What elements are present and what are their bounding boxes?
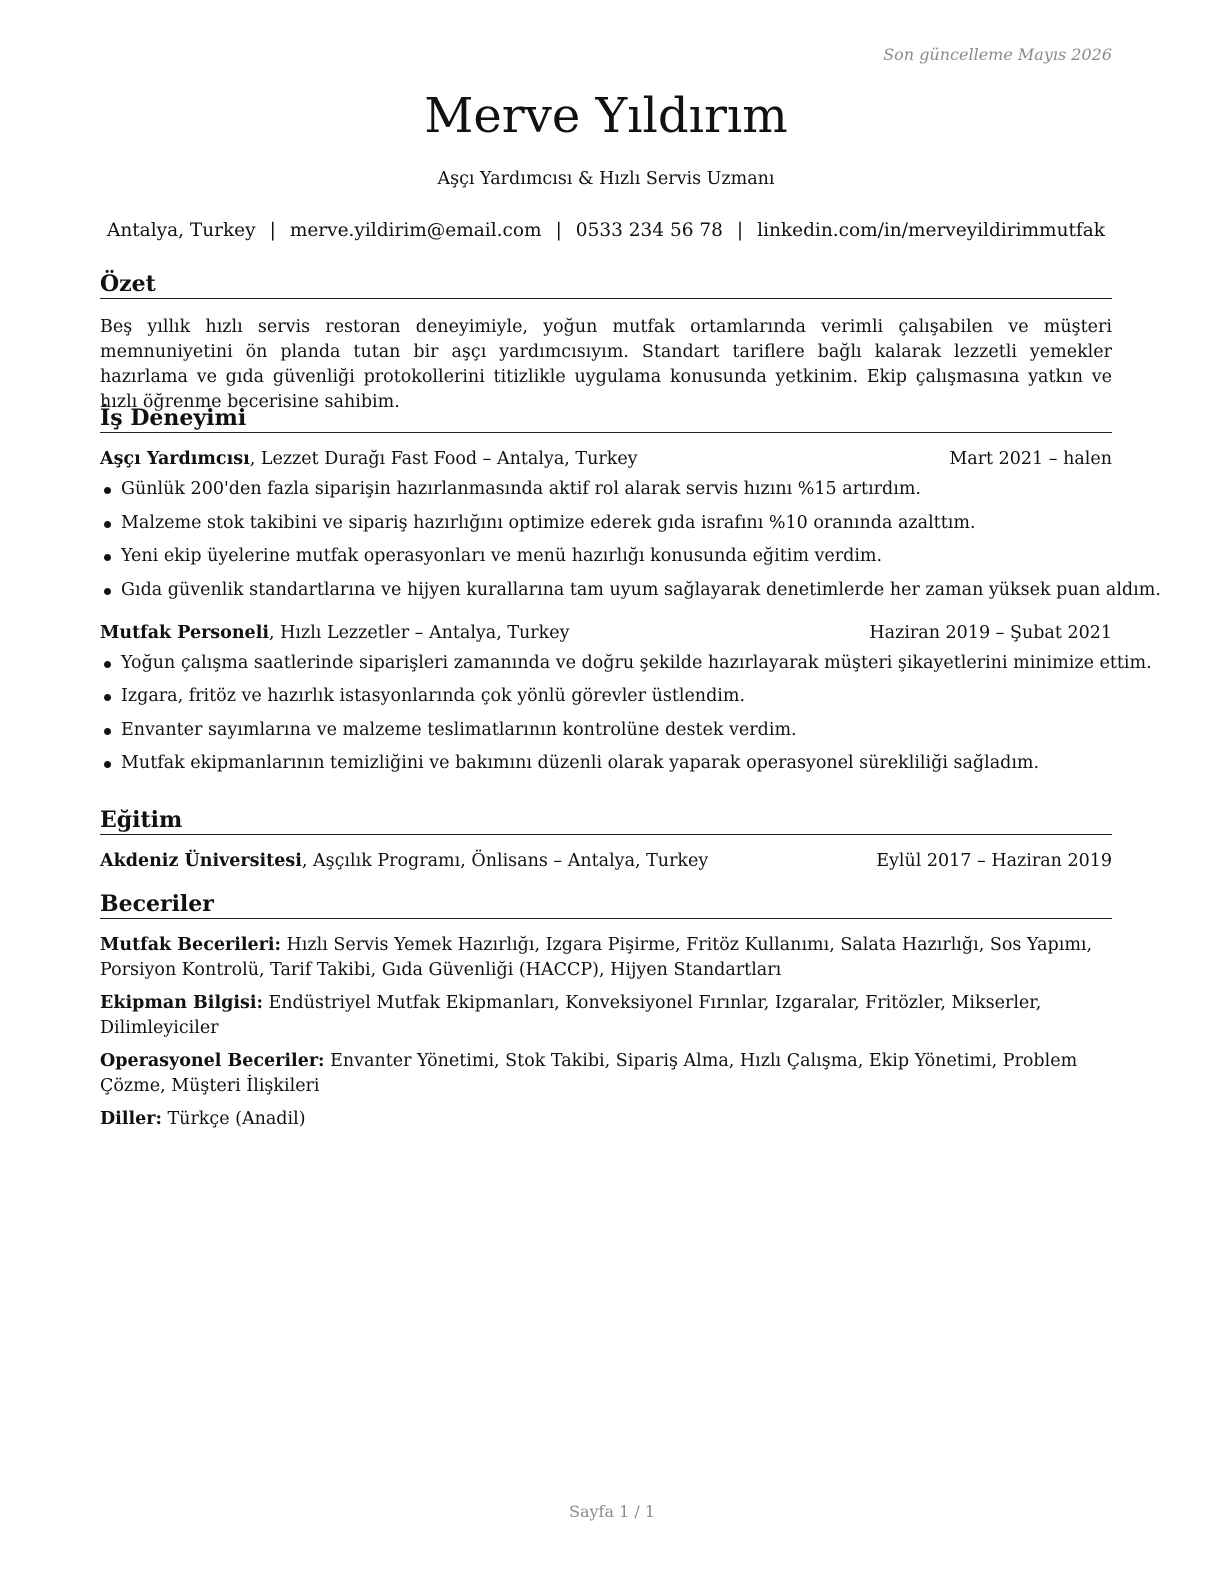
job-role: Aşçı Yardımcısı (100, 449, 250, 469)
education-entry (100, 849, 1112, 873)
skill-label: Diller: (100, 1109, 162, 1129)
skill-label: Operasyonel Beceriler: (100, 1051, 325, 1071)
bullet-item (100, 718, 1112, 742)
bullet-icon (104, 588, 111, 595)
section-title-education: Eğitim (100, 806, 1112, 835)
section-title-skills: Beceriler (100, 890, 1112, 919)
skill-group (100, 933, 1112, 983)
bullet-icon (104, 694, 111, 701)
skill-group (100, 1107, 1112, 1132)
school-name: Akdeniz Üniversitesi (100, 851, 302, 871)
contact-linkedin[interactable]: linkedin.com/in/merveyildirimmutfak (757, 220, 1106, 241)
skill-group (100, 1049, 1112, 1099)
bullet-icon (104, 554, 111, 561)
bullet-icon (104, 661, 111, 668)
bullet-item (100, 684, 1112, 708)
skill-group (100, 991, 1112, 1041)
bullet-icon (104, 761, 111, 768)
candidate-title: Aşçı Yardımcısı & Hızlı Servis Uzmanı (437, 169, 775, 189)
bullet-icon (104, 728, 111, 735)
resume-page (100, 0, 1161, 1584)
contact-location: Antalya, Turkey (106, 220, 256, 241)
school-detail: , Aşçılık Programı, Önlisans – Antalya, Turkey (301, 851, 709, 871)
bullet-item (100, 511, 1112, 535)
bullet-text: Yoğun çalışma saatlerinde siparişleri zamanında ve doğru şekilde hazırlayarak müşteri şikayetlerini minimize ettim. (121, 652, 1152, 673)
skill-values: Envanter Yönetimi, Stok Takibi, Sipariş Alma, Hızlı Çalışma, Ekip Yönetimi, Problem Çözme, Müşteri İlişkileri (100, 1051, 1078, 1096)
bullet-text: Envanter sayımlarına ve malzeme teslimatlarının kontrolüne destek verdim. (121, 719, 797, 740)
contact-separator: | (736, 220, 744, 241)
section-title-summary: Özet (100, 270, 1112, 299)
bullet-item (100, 544, 1112, 568)
bullet-text: Mutfak ekipmanlarının temizliğini ve bakımını düzenli olarak yaparak operasyonel sürekliliği sağladım. (121, 753, 1040, 773)
contact-line (100, 219, 1112, 243)
education-section (100, 806, 1112, 873)
bullet-item (100, 651, 1152, 675)
job-org: , Hızlı Lezzetler – Antalya, Turkey (268, 622, 570, 643)
bullet-text: Yeni ekip üyelerine mutfak operasyonları ve menü hazırlığı konusunda eğitim verdim. (121, 546, 883, 566)
bullet-item (100, 751, 1112, 775)
contact-separator: | (269, 220, 276, 241)
contact-email[interactable]: merve.yildirim@email.com (289, 220, 542, 241)
job-org: , Lezzet Durağı Fast Food – Antalya, Turkey (249, 449, 638, 469)
bullet-item (100, 477, 1112, 501)
bullet-text: Gıda güvenlik standartlarına ve hijyen kurallarına tam uyum sağlayarak denetimlerde her zaman yüksek puan aldım. (121, 579, 1161, 600)
bullet-icon (104, 521, 111, 528)
job-dates: Haziran 2019 – Şubat 2021 (869, 622, 1112, 643)
education-dates: Eylül 2017 – Haziran 2019 (876, 851, 1112, 871)
job-entry (100, 621, 1152, 776)
job-bullets (100, 651, 1152, 776)
bullet-item (100, 578, 1161, 602)
last-updated: Son güncelleme Mayıs 2026 (883, 45, 1112, 64)
skill-values: Endüstriyel Mutfak Ekipmanları, Konveksiyonel Fırınlar, Izgaralar, Fritözler, Mikserler, Dilimleyiciler (100, 993, 1042, 1038)
summary-text: Beş yıllık hızlı servis restoran deneyimiyle, yoğun mutfak ortamlarında verimli çalışabilen ve müşteri memnuniyetini ön planda tutan bir aşçı yardımcısıyım. Standart tariflere bağlı kalarak lezzetli yemekler hazırlama ve gıda güvenliği protokollerini titizlikle uygulama konusunda yetkinim. Ekip çalışmasına yatkın ve hızlı öğrenme becerisine sahibim. (100, 317, 1112, 412)
contact-separator: | (555, 220, 562, 241)
skills-section (100, 890, 1112, 1140)
job-role: Mutfak Personeli (100, 622, 269, 643)
bullet-icon (104, 487, 111, 494)
job-header (100, 447, 1112, 471)
summary-section (100, 270, 1112, 415)
skill-label: Mutfak Becerileri: (100, 935, 281, 955)
skill-values: Hızlı Servis Yemek Hazırlığı, Izgara Pişirme, Fritöz Kullanımı, Salata Hazırlığı, Sos Yapımı, Porsiyon Kontrolü, Tarif Takibi, Gıda Güvenliği (HACCP), Hijyen Standartları (100, 935, 1093, 980)
contact-phone: 0533 234 56 78 (575, 220, 723, 241)
bullet-text: Izgara, fritöz ve hazırlık istasyonlarında çok yönlü görevler üstlendim. (121, 686, 746, 706)
bullet-text: Günlük 200'den fazla siparişin hazırlanmasında aktif rol alarak servis hızını %15 artırdım. (121, 479, 921, 499)
job-entry (100, 447, 1161, 602)
job-header (100, 621, 1112, 645)
skills-list (100, 933, 1112, 1132)
section-title-experience: İş Deneyimi (100, 404, 1112, 433)
bullet-text: Malzeme stok takibini ve sipariş hazırlığını optimize ederek gıda israfını %10 oranında azalttım. (121, 512, 976, 533)
candidate-name: Merve Yıldırım (424, 88, 788, 144)
skill-values: Türkçe (Anadil) (161, 1109, 306, 1129)
experience-section (100, 404, 1161, 785)
skill-label: Ekipman Bilgisi: (100, 993, 263, 1013)
job-dates: Mart 2021 – halen (949, 449, 1112, 469)
page-number: Sayfa 1 / 1 (568, 1502, 655, 1521)
job-bullets (100, 477, 1161, 602)
